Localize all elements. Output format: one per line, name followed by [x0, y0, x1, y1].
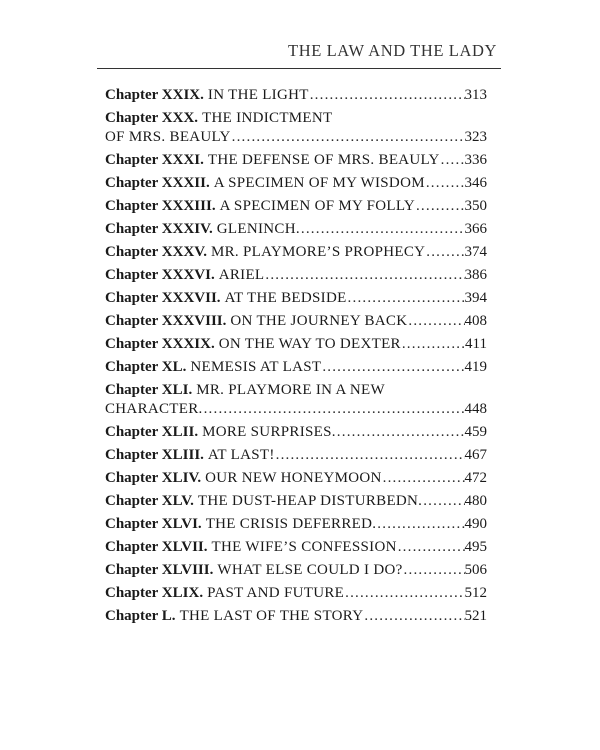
dot-leader	[376, 515, 464, 534]
chapter-title: ON THE WAY TO DEXTER	[218, 335, 401, 352]
chapter-number: Chapter XLVII.	[105, 538, 208, 555]
chapter-title: ON THE JOURNEY BACK	[230, 312, 408, 329]
toc-entry[interactable]	[105, 469, 487, 488]
chapter-title: MR. PLAYMORE IN A NEW	[196, 381, 385, 398]
chapter-title-continued: OF MRS. BEAULY	[105, 128, 231, 145]
toc-entry[interactable]	[105, 561, 487, 580]
chapter-number: Chapter XLVI.	[105, 515, 202, 532]
dot-leader	[422, 492, 464, 511]
page-number: 394	[464, 289, 487, 306]
chapter-title-continued: CHARACTER.	[105, 400, 203, 417]
chapter-number: Chapter XLIX.	[105, 584, 204, 601]
header-rule	[97, 68, 501, 69]
dot-leader	[397, 538, 465, 557]
chapter-title: THE DEFENSE OF MRS. BEAULY	[207, 151, 440, 168]
chapter-number: Chapter XXXIV.	[105, 220, 213, 237]
toc-entry[interactable]	[105, 289, 487, 308]
dot-leader	[264, 266, 464, 285]
page-number: 490	[464, 515, 487, 532]
page-number: 521	[464, 607, 487, 624]
page-number: 495	[464, 538, 487, 555]
page-number: 512	[464, 584, 487, 601]
page-number: 350	[464, 197, 487, 214]
dot-leader	[425, 243, 464, 262]
page-number: 346	[464, 174, 487, 191]
chapter-number: Chapter XXXIII.	[105, 197, 216, 214]
chapter-title: A SPECIMEN OF MY FOLLY	[219, 197, 415, 214]
chapter-number: Chapter XXXI.	[105, 151, 204, 168]
dot-leader	[440, 151, 465, 170]
chapter-number: Chapter XLIII.	[105, 446, 204, 463]
chapter-title: A SPECIMEN OF MY WISDOM	[213, 174, 425, 191]
page-number: 374	[464, 243, 487, 260]
page-number: 411	[465, 335, 487, 352]
chapter-title: GLENINCH.	[216, 220, 300, 237]
chapter-number: Chapter XXIX.	[105, 87, 204, 103]
chapter-title: MR. PLAYMORE’S PROPHECY	[210, 243, 426, 260]
toc-entry[interactable]	[105, 607, 487, 626]
chapter-number: Chapter XXXII.	[105, 174, 210, 191]
toc-entry[interactable]	[105, 515, 487, 534]
page-number: 480	[464, 492, 487, 509]
chapter-number: Chapter XXXVIII.	[105, 312, 227, 329]
chapter-title: THE DUST-HEAP DISTURBEDN.	[197, 492, 423, 509]
chapter-number: Chapter L.	[105, 607, 176, 624]
page-number: 419	[464, 358, 487, 375]
chapter-title: IN THE LIGHT	[207, 87, 309, 103]
page-number: 467	[464, 446, 487, 463]
chapter-title: ARIEL	[218, 266, 265, 283]
toc-entry[interactable]	[105, 358, 487, 377]
toc-entry[interactable]	[105, 109, 487, 146]
chapter-title: PAST AND FUTURE	[207, 584, 345, 601]
dot-leader	[300, 220, 465, 239]
dot-leader	[309, 86, 465, 105]
toc-entry[interactable]	[105, 492, 487, 511]
chapter-number: Chapter XXXVI.	[105, 266, 215, 283]
chapter-number: Chapter XL.	[105, 358, 187, 375]
chapter-number: Chapter XLII.	[105, 423, 199, 440]
dot-leader	[407, 312, 464, 331]
chapter-title: THE CRISIS DEFERRED.	[205, 515, 377, 532]
chapter-number: Chapter XLVIII.	[105, 561, 214, 578]
dot-leader	[336, 423, 465, 442]
toc-entry[interactable]	[105, 381, 487, 418]
toc-entry[interactable]	[105, 197, 487, 216]
dot-leader	[403, 561, 465, 580]
toc-entry[interactable]	[105, 584, 487, 603]
dot-leader	[363, 607, 464, 626]
table-of-contents	[105, 86, 487, 630]
chapter-title: WHAT ELSE COULD I DO?	[217, 561, 403, 578]
page-number: 336	[464, 151, 487, 168]
chapter-number: Chapter XLV.	[105, 492, 194, 509]
toc-entry[interactable]	[105, 335, 487, 354]
page-number: 408	[464, 312, 487, 329]
toc-entry[interactable]	[105, 174, 487, 193]
page-number: 472	[464, 469, 487, 486]
chapter-title: NEMESIS AT LAST	[190, 358, 322, 375]
page-number: 448	[464, 400, 487, 417]
toc-entry[interactable]	[105, 312, 487, 331]
dot-leader	[347, 289, 465, 308]
dot-leader	[275, 446, 465, 465]
dot-leader	[231, 128, 465, 147]
dot-leader	[321, 358, 464, 377]
chapter-number: Chapter XXXVII.	[105, 289, 221, 306]
toc-entry[interactable]	[105, 538, 487, 557]
chapter-number: Chapter XXXIX.	[105, 335, 215, 352]
chapter-title: THE LAST OF THE STORY	[179, 607, 364, 624]
page-number: 506	[464, 561, 487, 578]
toc-entry[interactable]	[105, 266, 487, 285]
dot-leader	[425, 174, 465, 193]
page-number: 459	[464, 423, 487, 440]
toc-entry[interactable]	[105, 151, 487, 170]
dot-leader	[401, 335, 465, 354]
toc-entry[interactable]	[105, 86, 487, 105]
chapter-title: THE INDICTMENT	[202, 110, 333, 127]
page-number: 313	[464, 87, 487, 103]
chapter-number: Chapter XXXV.	[105, 243, 207, 260]
chapter-title: MORE SURPRISES.	[202, 423, 336, 440]
chapter-number: Chapter XLI.	[105, 381, 193, 398]
chapter-title: AT LAST!	[207, 446, 275, 463]
page-number: 386	[464, 266, 487, 283]
toc-entry[interactable]	[105, 446, 487, 465]
toc-entry[interactable]	[105, 243, 487, 262]
toc-entry[interactable]	[105, 423, 487, 442]
running-header-title: THE LAW AND THE LADY	[288, 41, 497, 60]
chapter-title: OUR NEW HONEYMOON	[205, 469, 382, 486]
page-number: 323	[464, 128, 487, 145]
chapter-title: AT THE BEDSIDE	[224, 289, 347, 306]
chapter-number: Chapter XXX.	[105, 110, 199, 127]
dot-leader	[382, 469, 465, 488]
toc-entry[interactable]	[105, 220, 487, 239]
chapter-number: Chapter XLIV.	[105, 469, 202, 486]
dot-leader	[203, 400, 465, 419]
page-number: 366	[464, 220, 487, 237]
dot-leader	[415, 197, 465, 216]
chapter-title: THE WIFE’S CONFESSION	[211, 538, 397, 555]
dot-leader	[344, 584, 464, 603]
